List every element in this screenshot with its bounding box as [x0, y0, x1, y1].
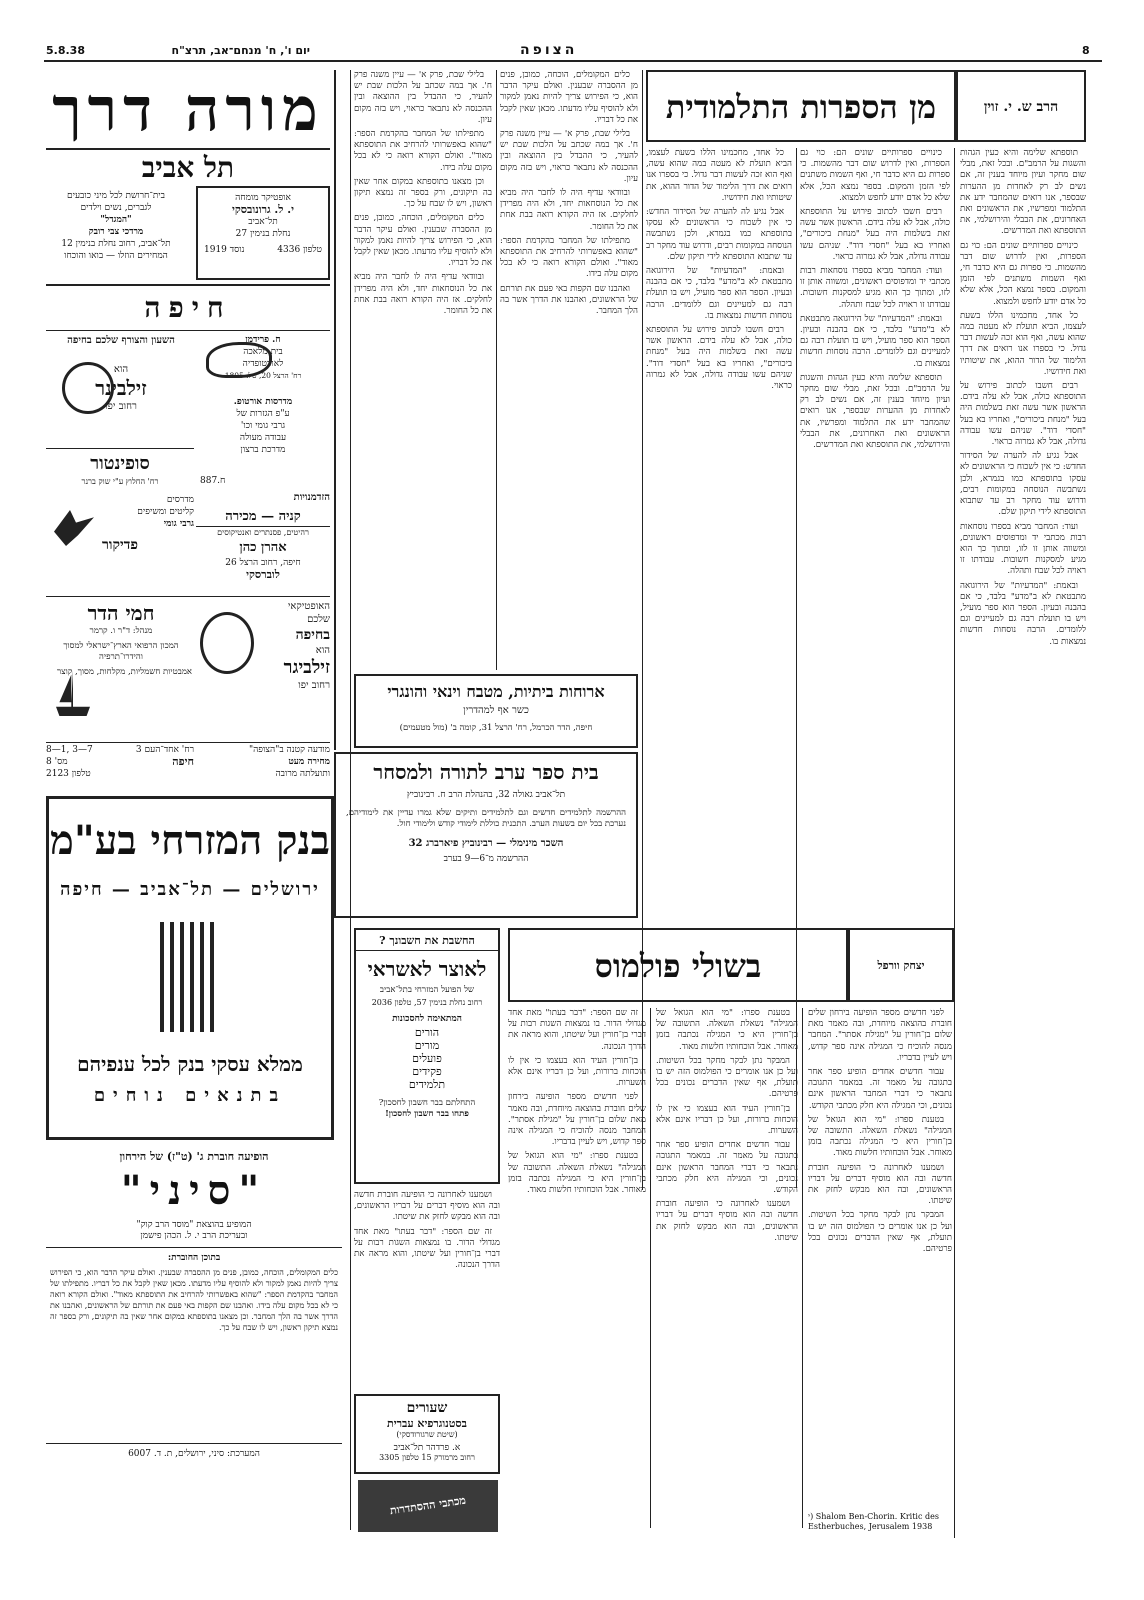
- insole-phone: 887.ח: [200, 476, 226, 486]
- ad-line: השעון והצורף שלכם בחיפה: [67, 335, 175, 346]
- restaurant-ad: [354, 674, 638, 748]
- paragraph: כל אחד, מחכמינו הללו בשעת לעצמו, הביא תועלת לא מעטה במה שהוא עשה, ואף הוא זכה לעשות דבר גדול. כי בספרו אנו רואים את דרך הלימוד של הדור ההוא, את שיטותיו ואת חידושיו.: [960, 310, 1086, 377]
- polemic-author: יצחק וורפל: [877, 959, 925, 972]
- restaurant-title: ארוחות ביתיות, מטבח וינאי והונגרי: [387, 682, 605, 701]
- polemic-author-box: [848, 928, 954, 1002]
- mid-col-2: [354, 70, 492, 670]
- paragraph: המבקר נתן לבקר מחקר בכל השיטות. ועל כן אנו אומרים כי הפולמוס הזה יש בו תועלת, אף שאין הדברים נכונים בכל פרטיהם.: [808, 1210, 952, 1255]
- paragraph: בלילי שבת, פרק א' — עיין משנה פרק ח'. אך במה שכתב על הלכות שבת יש להעיר, כי ההבדל בין ההוצאה ובין ההכנסה לא נתבאר כראוי, ויש בזה מקום עיון.: [354, 70, 492, 125]
- section-rule: [46, 284, 330, 286]
- paragraph: כלים המקומלים, הוכחה, כמובן, פנים מן ההסברה שבענין. ואולם עיקר הדבר הוא, כי הפירוש צריך להיות נאמן למקור ולא להוסיף עליו מדעתו. מכאן שאין לקבל את כל דבריו.: [500, 70, 638, 125]
- article-author: הרב ש. י. זוין: [983, 99, 1059, 115]
- steno-teacher: א. פרדהר תל־אביב: [393, 1443, 461, 1453]
- contents-text: כלים המקומלים, הוכחה, כמובן, פנים מן ההסברה שבענין. ואולם עיקר הדבר הוא, כי הפירוש צריך להיות נאמן למקור ולא להוסיף עליו מדעתו. מכאן שאין לקבל את כל דבריו.: [50, 1268, 338, 1288]
- paragraph: בן־חורין העיד הוא בעצמו כי אין לו הוכחות ברורות, ועל כן דבריו אינם אלא השערות.: [508, 1055, 646, 1089]
- steno-address: רחוב מרמורק 15 טלפון 3305: [379, 1453, 475, 1462]
- paragraph: לפני חדשים מספר הופיעה בירחון שלים חוברת בהוצאה מיוחדת, ובה מאמר מאת שלום בן־חורין על "מגילת אסתר". המחבר מנסה להוכיח כי המגילה אינה ספר קדוש, ויש לעיין בדבריו.: [508, 1092, 646, 1148]
- contact-box: מס' 8: [46, 757, 68, 767]
- sinai-contents-list: [50, 1267, 338, 1437]
- ad-line: מדרסים: [166, 495, 194, 505]
- sinai-footer: המערכת: סיני, ירושלים, ת. ד. 6007: [46, 1443, 342, 1459]
- loan-list-title: המתאימה לחסכונות: [392, 1014, 462, 1024]
- tel-aviv-heading: תל אביב: [141, 151, 235, 184]
- buy-sell-partner: לוברסקי: [246, 568, 280, 581]
- col-rule: [954, 148, 955, 1538]
- paragraph: לפני חדשים מספר הופיעה בירחון שלים חוברת בהוצאה מיוחדת, ובה מאמר מאת שלום בן־חורין על "מגילת אסתר". המחבר מנסה להוכיח כי המגילה אינה ספר קדוש, ויש לעיין בדבריו.: [808, 1008, 952, 1063]
- col-rule: [650, 1008, 651, 1528]
- ad-line: נחלת בנימין 27: [235, 229, 291, 239]
- shoe-insole-icon: [206, 342, 272, 378]
- spa-ad: [46, 600, 196, 740]
- article-col-1: [960, 148, 1086, 1188]
- restaurant-address: חיפה, הדר הכרמל, רח' הרצל 31, קומה ב' (מול מטעמים): [399, 723, 593, 733]
- contents-text: וכן מצאנו בתוספתא במקום אחר שאין בה תיקונים, ורק בספר זה נמצא תיקון ראשון, ויש לו שבח על כך.: [50, 1312, 338, 1332]
- opportunities-heading: הזדמנויות: [293, 492, 330, 503]
- ad-line: רחוב יפו: [105, 401, 137, 412]
- sinai-publisher: המופיע בהוצאת "מוסד הרב קוק": [136, 1220, 252, 1230]
- spa-title: חמי הדר: [87, 601, 155, 625]
- paragraph: אבל נגיע לה להערה של הסידור החדש: כי אין לשכוח כי הראשונים לא עסקו בתוספתא כמו בגמרא, ולכן נשתבשה הנוסחה במקומות רבים, ודרוש עוד מחקר רב עד שתבוא התוספתא לידי תיקון שלם.: [960, 451, 1086, 518]
- buy-sell-title: קניה — מכירה: [196, 508, 330, 527]
- loan-address: רחוב נחלת בנימין 57, טלפון 2036: [371, 998, 483, 1007]
- polemic-col-1: [808, 1008, 952, 1528]
- contact-phone: טלפון 2123: [46, 769, 91, 779]
- paragraph: ושמענו לאחרונה כי הופיעה חוברת חדשה ובה הוא מוסיף דברים על דבריו הראשונים, ובה הוא מבקש לחזק את שיטתו.: [808, 1162, 952, 1207]
- ad-line: שלכם: [307, 614, 330, 625]
- paragraph: בטענת ספרו: "מי הוא הגואל של המגילה" נשאלת השאלה. התשובה של בן־חורין היא כי המגילה נכתבה בזמן מאוחר. אבל הוכחותיו חלשות מאוד.: [656, 1008, 798, 1052]
- contact-num: 7—3 ,1—8: [46, 745, 93, 755]
- ad-line: אמבטיות חשמליות, מקלחות, מסוך, קוצר: [56, 667, 192, 677]
- paragraph: ושמענו לאחרונה כי הופיעה חוברת חדשה ובה הוא מוסיף דברים על דבריו הראשונים, ובה הוא מבקש לחזק את שיטתו.: [354, 1190, 500, 1223]
- sinai-ad: [46, 1150, 342, 1530]
- guide-title-box: [46, 70, 330, 150]
- optician-ad: [196, 186, 330, 280]
- loan-item: פועלים: [412, 1052, 442, 1065]
- bank-ad: [46, 796, 334, 1140]
- steno-note: (שיטת שרגורודסקי): [396, 1430, 458, 1439]
- sofinator-sub: רח' החלוץ ע"י שוק ברנר: [81, 477, 159, 486]
- ad-line: קליטים ומשיפים: [137, 507, 194, 517]
- steno-title: שעורים: [406, 1400, 448, 1416]
- mid-col-1: [500, 70, 638, 670]
- ad-line: מדרכת ברצון: [240, 445, 286, 455]
- sofinator-title: סופינטור: [90, 453, 150, 474]
- paragraph: רבים חשבו לכתוב פירוש על התוספתא כולה, אבל לא עלה בידם. הראשון אשר עשה זאת בשלמות היה בעל "מנחת ביכורים", ואחריו בא בעל "חסדי דוד". שניהם עשו עבודה גדולה, אבל לא גמרוה כראוי.: [800, 207, 950, 262]
- school-ad: [334, 752, 638, 918]
- restaurant-sub: כשר אף למהדרין: [463, 705, 529, 716]
- bank-slogan: ממלא עסקי בנק לכל ענפיהם: [77, 1052, 303, 1076]
- paragraph: ועוד: המחבר מביא בספרו נוסחאות רבות מכתבי יד ומדפוסים ראשונים, ומשווה אותן זו לזו, ומתוך כך הוא מגיע למסקנות חשובות. עבודתו זו ראויה לכל שבח ותהלה.: [800, 266, 950, 310]
- loan-item: מורים: [414, 1039, 440, 1052]
- ad-line: המכון הרפואי הארץ־ישראלי למסוך והידרו־תרפיה: [63, 641, 179, 662]
- ad-line: אופטיקר מומחה: [235, 193, 291, 203]
- article-author-box: [956, 70, 1086, 142]
- bank-logo: [160, 922, 220, 1032]
- ad-line: המחירים הוזלו — בואו והוכחו: [64, 251, 168, 261]
- paragraph: תוספתא שלימה והיא כעין הגהות והשגות על הרמב"ם. ובכל זאת, מבלי שום מחקר ועיון מיוחד בענין זה, אם נשים לב רק לאחדות מן ההערות שבספר, אנו רואים שהמחבר ידע את התלמוד ומפרשיו, את הראשונים ואת האחרונים, את הבבלי והירושלמי, את התוספתא ואת המדרשים.: [800, 372, 950, 451]
- col-rule: [334, 70, 336, 750]
- guide-title: מורה דרך: [52, 75, 324, 145]
- school-footer: השכר מינימלי — רבינוביץ פיארברג 32: [408, 838, 564, 849]
- contents-text: ואהבנו שם הקפות באי פעם את תורתם של הראשונים, ואהבנו את הדרך אשר בה הלך המחבר.: [50, 1301, 338, 1321]
- stamp-image: [358, 1480, 498, 1532]
- ad-line: אהרן כהן: [239, 540, 287, 555]
- paragraph: מתפילתו של המחבר בהקדמת הספר: "שהוא באפשרותי להרחיב את התוספתא מאוד". ואולם הקורא רואה כי לא בכל מקום עלה בידו.: [354, 129, 492, 173]
- ad-line: זילבינר: [95, 376, 147, 400]
- spa-sub: מנהל: ד"ר ו. קרמר: [89, 626, 153, 636]
- ad-line: הוא: [315, 645, 330, 656]
- masthead-issue: יום ו', ח' מנחם־אב, תרצ"ח: [171, 44, 310, 57]
- paragraph: עבור חדשים אחדים הופיע ספר אחר בתגובה על מאמר זה. במאמר התגובה נתבאר כי דברי המחבר הראשון אינם נכונים, וכי המגילה היא חלק מכתבי הקודש.: [656, 1140, 798, 1196]
- paragraph: כל אחד, מחכמינו הללו בשעת לעצמו, הביא תועלת לא מעטה במה שהוא עשה, ואף הוא זכה לעשות דבר גדול. כי בספרו אנו רואים את דרך הלימוד של הדור ההוא, את שיטותיו ואת חידושיו.: [646, 148, 792, 203]
- ad-line: מדרסות אורטופ.: [233, 397, 293, 407]
- ad-line: הוא: [113, 364, 129, 375]
- face-icon: [200, 612, 254, 674]
- paragraph: ובאמת: "המדעיות" של הירוגואה מתבטאת לא ב"מדע" בלבד, כי אם בהבנה ובעיון. הספר הוא ספר מועיל, ויש בו תועלת רבה גם למעיינים וגם ללומדים. הרבה נוסחות חדשות נמצאות בו.: [800, 313, 950, 369]
- bank-cities: ירושלים — תל־אביב — חיפה: [60, 879, 320, 900]
- paragraph: ובוודאי עדיף היה לו לחבר היה מביא את כל הנוסחאות יחד, ולא היה מפרידן לחלקים. אז היה הקורא רואה בבת אחת את כל החומר.: [354, 272, 492, 317]
- loan-ad: [354, 928, 500, 1184]
- masthead-date: 5.8.38: [46, 44, 85, 57]
- ad-line: עבודה מעולה: [239, 433, 287, 443]
- ad-line: לגברים, נשים וילדים: [80, 203, 152, 213]
- paragraph: זה שם הספר: "דבר בעתו" מאת אחד מגדולי הדור. בו נמצאות השגות רבות על דברי בן־חורין ועל שיטתו, והוא מראה את הדרך הנכונה.: [354, 1226, 500, 1271]
- paragraph: עבור חדשים אחדים הופיע ספר אחר בתגובה על מאמר זה. במאמר התגובה נתבאר כי דברי המחבר הראשון אינם נכונים, וכי המגילה היא חלק מכתבי הקודש.: [808, 1067, 952, 1111]
- masthead-page: 8: [1082, 44, 1090, 57]
- paragraph: כלים המקומלים, הוכחה, כמובן, פנים מן ההסברה שבענין. ואולם עיקר הדבר הוא, כי הפירוש צריך להיות נאמן למקור ולא להוסיף עליו מדעתו. מכאן שאין לקבל את כל דבריו.: [354, 213, 492, 269]
- ad-line: רהיטים, פסנתרים ואנטיקוסים: [217, 528, 309, 537]
- school-title: בית ספר ערב לתורה ולמסחר: [373, 760, 599, 784]
- ad-line: ח. פרידמן: [245, 335, 281, 345]
- paragraph: בן־חורין העיד הוא בעצמו כי אין לו הוכחות ברורות, ועל כן דבריו אינם אלא השערות.: [656, 1103, 798, 1137]
- section-rule: [46, 596, 330, 597]
- col-rule: [802, 1008, 803, 1528]
- paragraph: בטענת ספרו: "מי הוא הגואל של המגילה" נשאלת השאלה. התשובה של בן־חורין היא כי המגילה נכתבה בזמן מאוחר. אבל הוכחותיו חלשות מאוד.: [508, 1151, 646, 1196]
- paragraph: בלילי שבת, פרק א' — עיין משנה פרק ח'. אך במה שכתב על הלכות שבת יש להעיר, כי ההבדל בין ההוצאה ובין ההכנסה לא נתבאר כראוי, ויש בזה מקום עיון.: [500, 129, 638, 184]
- optician-footer: [204, 244, 322, 256]
- ad-line: פדיקור: [102, 537, 138, 553]
- small-ad-promo: [196, 744, 330, 784]
- polemic-title-box: [508, 928, 848, 1002]
- paragraph: ושמענו לאחרונה כי הופיעה חוברת חדשה ובה הוא מוסיף דברים על דבריו הראשונים, ובה הוא מבקש לחזק את שיטתו.: [656, 1199, 798, 1243]
- masthead-rule: [44, 60, 1102, 62]
- paragraph: אבל נגיע לה להערה של הסידור החדש: כי אין לשכוח כי הראשונים לא עסקו בתוספתא כמו בגמרא, ולכן נשתבשה הנוסחה במקומות רבים, ודרוש עוד מחקר רב עד שתבוא התוספתא לידי תיקון שלם.: [646, 207, 792, 262]
- ad-line: "המגדל": [100, 215, 132, 225]
- paragraph: כינויים ספרותיים שונים הם: כוי גם הספרות, ואין לדרוש שום דבר מהשמות. כי ספרות גם היא כדבר חי, ואף השמות משתנים לפי הזמן והמקום. בספר נמצא הכל, אלא שלא כל אדם יודע לחפש ולמצוא.: [800, 148, 950, 203]
- ad-line: תל־אביב: [248, 217, 278, 227]
- insole-ad: [196, 396, 330, 474]
- ad-line: רח' הרצל 20, טל. 1805: [224, 371, 302, 380]
- section-rule: [46, 742, 330, 743]
- ad-line: חיפה, רחוב הרצל 26: [225, 558, 301, 568]
- contact-row: [46, 756, 194, 768]
- paragraph: ובאמת: "המדעיות" של הירוגואה מתבטאת לא ב"מדע" בלבד, כי אם בהבנה ובעיון. הספר הוא ספר מועיל, ויש בו תועלת רבה גם למעיינים וגם ללומדים. הרבה נוסחות חדשות נמצאות בו.: [960, 580, 1086, 647]
- article-title: מן הספרות התלמודית: [665, 88, 937, 126]
- contact-city: חיפה: [172, 755, 194, 768]
- school-body: ההרשמה לתלמידים חדשים וגם לתלמידים ותיקים שלא גמרו עדיין את לימודיהם, נערכת בכל יום בשעות הערב. התכנית כוללת לימודי קודש ולימודי חול.: [346, 808, 626, 829]
- polemic-footnote: י) Shalom Ben-Chorin. Kritic des Estherbuches, Jerusalem 1938: [808, 1512, 939, 1531]
- clock-icon: [62, 362, 114, 414]
- ad-line: לאורטופדיה: [242, 359, 284, 369]
- haifa-heading: חיפה: [144, 291, 232, 324]
- ad-line: גרבי גומי וכו': [240, 421, 286, 431]
- loan-item: תלמידים: [408, 1078, 446, 1091]
- paragraph: בטענת ספרו: "מי הוא הגואל של המגילה" נשאלת השאלה. התשובה של בן־חורין היא כי המגילה נכתבה בזמן מאוחר. אבל הוכחותיו חלשות מאוד.: [808, 1114, 952, 1159]
- paragraph: תוספתא שלימה והיא כעין הגהות והשגות על הרמב"ם. ובכל זאת, מבלי שום מחקר ועיון מיוחד בענין זה, אם נשים לב רק לאחדות מן ההערות שבספר, אנו רואים שהמחבר ידע את התלמוד ומפרשיו, את הראשונים ואת האחרונים, את הבבלי והירושלמי, את התוספתא ואת המדרשים.: [960, 148, 1086, 237]
- paragraph: רבים חשבו לכתוב פירוש על התוספתא כולה, אבל לא עלה בידם. הראשון אשר עשה זאת בשלמות היה בעל "מנחת ביכורים", ואחריו בא בעל "חסדי דוד". שניהם עשו עבודה גדולה, אבל לא גמרוה כראוי.: [646, 325, 792, 392]
- section-rule: [46, 330, 330, 331]
- paragraph: ואהבנו שם הקפות באי פעם את תורתם של הראשונים, ואהבנו את הדרך אשר בה הלך המחבר.: [500, 283, 638, 317]
- polemic-col-3: [508, 1008, 646, 1528]
- school-hours: ההרשמה מ־6—9 בערב: [443, 854, 529, 864]
- paragraph: ועוד: המחבר מביא בספרו נוסחאות רבות מכתבי יד ומדפוסים ראשונים, ומשווה אותן זו לזו, ומתוך כך הוא מגיע למסקנות חשובות. עבודתו זו ראויה לכל שבח ותהלה.: [960, 521, 1086, 577]
- school-sub: תל־אביב גאולה 32, בהנהלת הרב ח. רבינוביץ: [406, 790, 566, 800]
- stamp-text: מכתבי ההסתדרות: [389, 1493, 467, 1518]
- loan-item: הורים: [414, 1026, 440, 1039]
- loan-header: החשבת את חשבונך ?: [356, 934, 498, 951]
- article-title-box: [646, 70, 956, 142]
- polemic-title: בשולי פולמוס: [594, 947, 762, 985]
- ad-line: י. ל. גרונובסקי: [232, 203, 294, 216]
- col-rule: [496, 70, 497, 670]
- paragraph: רבים חשבו לכתוב פירוש על התוספתא כולה, אבל לא עלה בידם. הראשון אשר עשה זאת בשלמות היה בעל "מנחת ביכורים", ואחריו בא בעל "חסדי דוד". שניהם עשו עבודה גדולה, אבל לא גמרוה כראוי.: [960, 381, 1086, 448]
- optician-founded: נוסד 1919: [204, 245, 245, 255]
- paragraph: זה שם הספר: "דבר בעתו" מאת אחד מגדולי הדור. בו נמצאות השגות רבות על דברי בן־חורין ועל שיטתו, והוא מראה את הדרך הנכונה.: [508, 1008, 646, 1052]
- ad-line: גרבי גומי: [163, 519, 194, 529]
- ad-line: רחוב יפו: [298, 680, 330, 691]
- hat-shop-ad: [46, 190, 186, 280]
- masthead-paper: הצופה: [520, 42, 578, 58]
- loan-sub: של הפועל המזרחי בתל־אביב: [379, 985, 475, 995]
- paragraph: מתפילתו של המחבר בהקדמת הספר: "שהוא באפשרותי להרחיב את התוספתא מאוד". ואולם הקורא רואה כי לא בכל מקום עלה בידו.: [500, 235, 638, 280]
- loan-footer: התחלתם בבר חשבון לחסכון?: [378, 1098, 476, 1108]
- loan-title: לאוצר לאשראי: [367, 957, 487, 981]
- paragraph: ובאמת: "המדעיות" של הירוגואה מתבטאת לא ב"מדע" בלבד, כי אם בהבנה ובעיון. הספר הוא ספר מועיל, ויש בו תועלת רבה גם למעיינים וגם ללומדים. הרבה נוסחות חדשות נמצאות בו.: [646, 266, 792, 321]
- ad-line: זילביגר: [283, 657, 330, 678]
- mid-col-3: [354, 1190, 500, 1390]
- contact-address: רח' אחד־העם 3: [135, 745, 194, 755]
- ad-line: מודעה קטנה ב"הצופה": [248, 745, 330, 755]
- loan-item: פקידים: [412, 1065, 442, 1078]
- ad-line: בית־חרושת לכל מיני כובעים: [66, 191, 166, 201]
- ad-line: האופטיקאי: [287, 601, 330, 612]
- ad-line: ותועלתה מרובה: [275, 769, 330, 779]
- sinai-contents: בתוכן החוברת:: [46, 1247, 342, 1263]
- contents-text: מתפילתו של המחבר בהקדמת הספר: "שהוא באפשרותי להרחיב את התוספתא מאוד". ואולם הקורא רואה כי לא בכל מקום עלה בידו.: [50, 1279, 338, 1310]
- paragraph: וכן מצאנו בתוספתא במקום אחר שאין בה תיקונים, ורק בספר זה נמצא תיקון ראשון, ויש לו שבח על כך.: [354, 176, 492, 210]
- ad-line: ע"פ הגזרות של: [236, 409, 290, 419]
- buy-sell-ad: [196, 508, 330, 592]
- optician-phone: טלפון 4336: [277, 245, 322, 255]
- sinai-intro: הופיעה חוברת ג' (ט"ז) של הירחון: [119, 1150, 269, 1163]
- sinai-editor: ובעריכת הרב י. ל. הכהן פישמן: [140, 1231, 248, 1241]
- paragraph: המבקר נתן לבקר מחקר בכל השיטות. ועל כן אנו אומרים כי הפולמוס הזה יש בו תועלת, אף שאין הדברים נכונים בכל פרטיהם.: [656, 1055, 798, 1100]
- ad-line: מחירה מעט: [288, 757, 330, 767]
- ad-line: תל־אביב, רחוב נחלת בנימין 12: [61, 239, 171, 249]
- paragraph: כינויים ספרותיים שונים הם: כוי גם הספרות, ואין לדרוש שום דבר מהשמות. כי ספרות גם היא כדבר חי, ואף השמות משתנים לפי הזמן והמקום. בספר נמצא הכל, אלא שלא כל אדם יודע לחפש ולמצוא.: [960, 240, 1086, 307]
- steno-sub: בסטנוגרפיא עברית: [387, 1417, 467, 1430]
- bank-name: בנק המזרחי בע"מ: [50, 817, 330, 864]
- stenography-ad: [354, 1394, 500, 1474]
- ad-line: מרדכי צבי רובק: [88, 227, 144, 237]
- polemic-col-2: [656, 1008, 798, 1528]
- sinai-title: "סיני": [120, 1167, 268, 1214]
- bank-slogan: בתנאים נוחים: [93, 1085, 287, 1106]
- small-ad-contact: [46, 744, 194, 784]
- section-rule: [46, 448, 194, 449]
- loan-footer: פתחו בבר חשבון לחסכון!: [385, 1109, 469, 1119]
- ad-line: בחיפה: [295, 627, 330, 643]
- paragraph: ובוודאי עדיף היה לו לחבר היה מביא את כל הנוסחאות יחד, ולא היה מפרידן לחלקים. אז היה הקורא רואה בבת אחת את כל החומר.: [500, 188, 638, 232]
- ad-line: בית מלאכה: [243, 347, 283, 357]
